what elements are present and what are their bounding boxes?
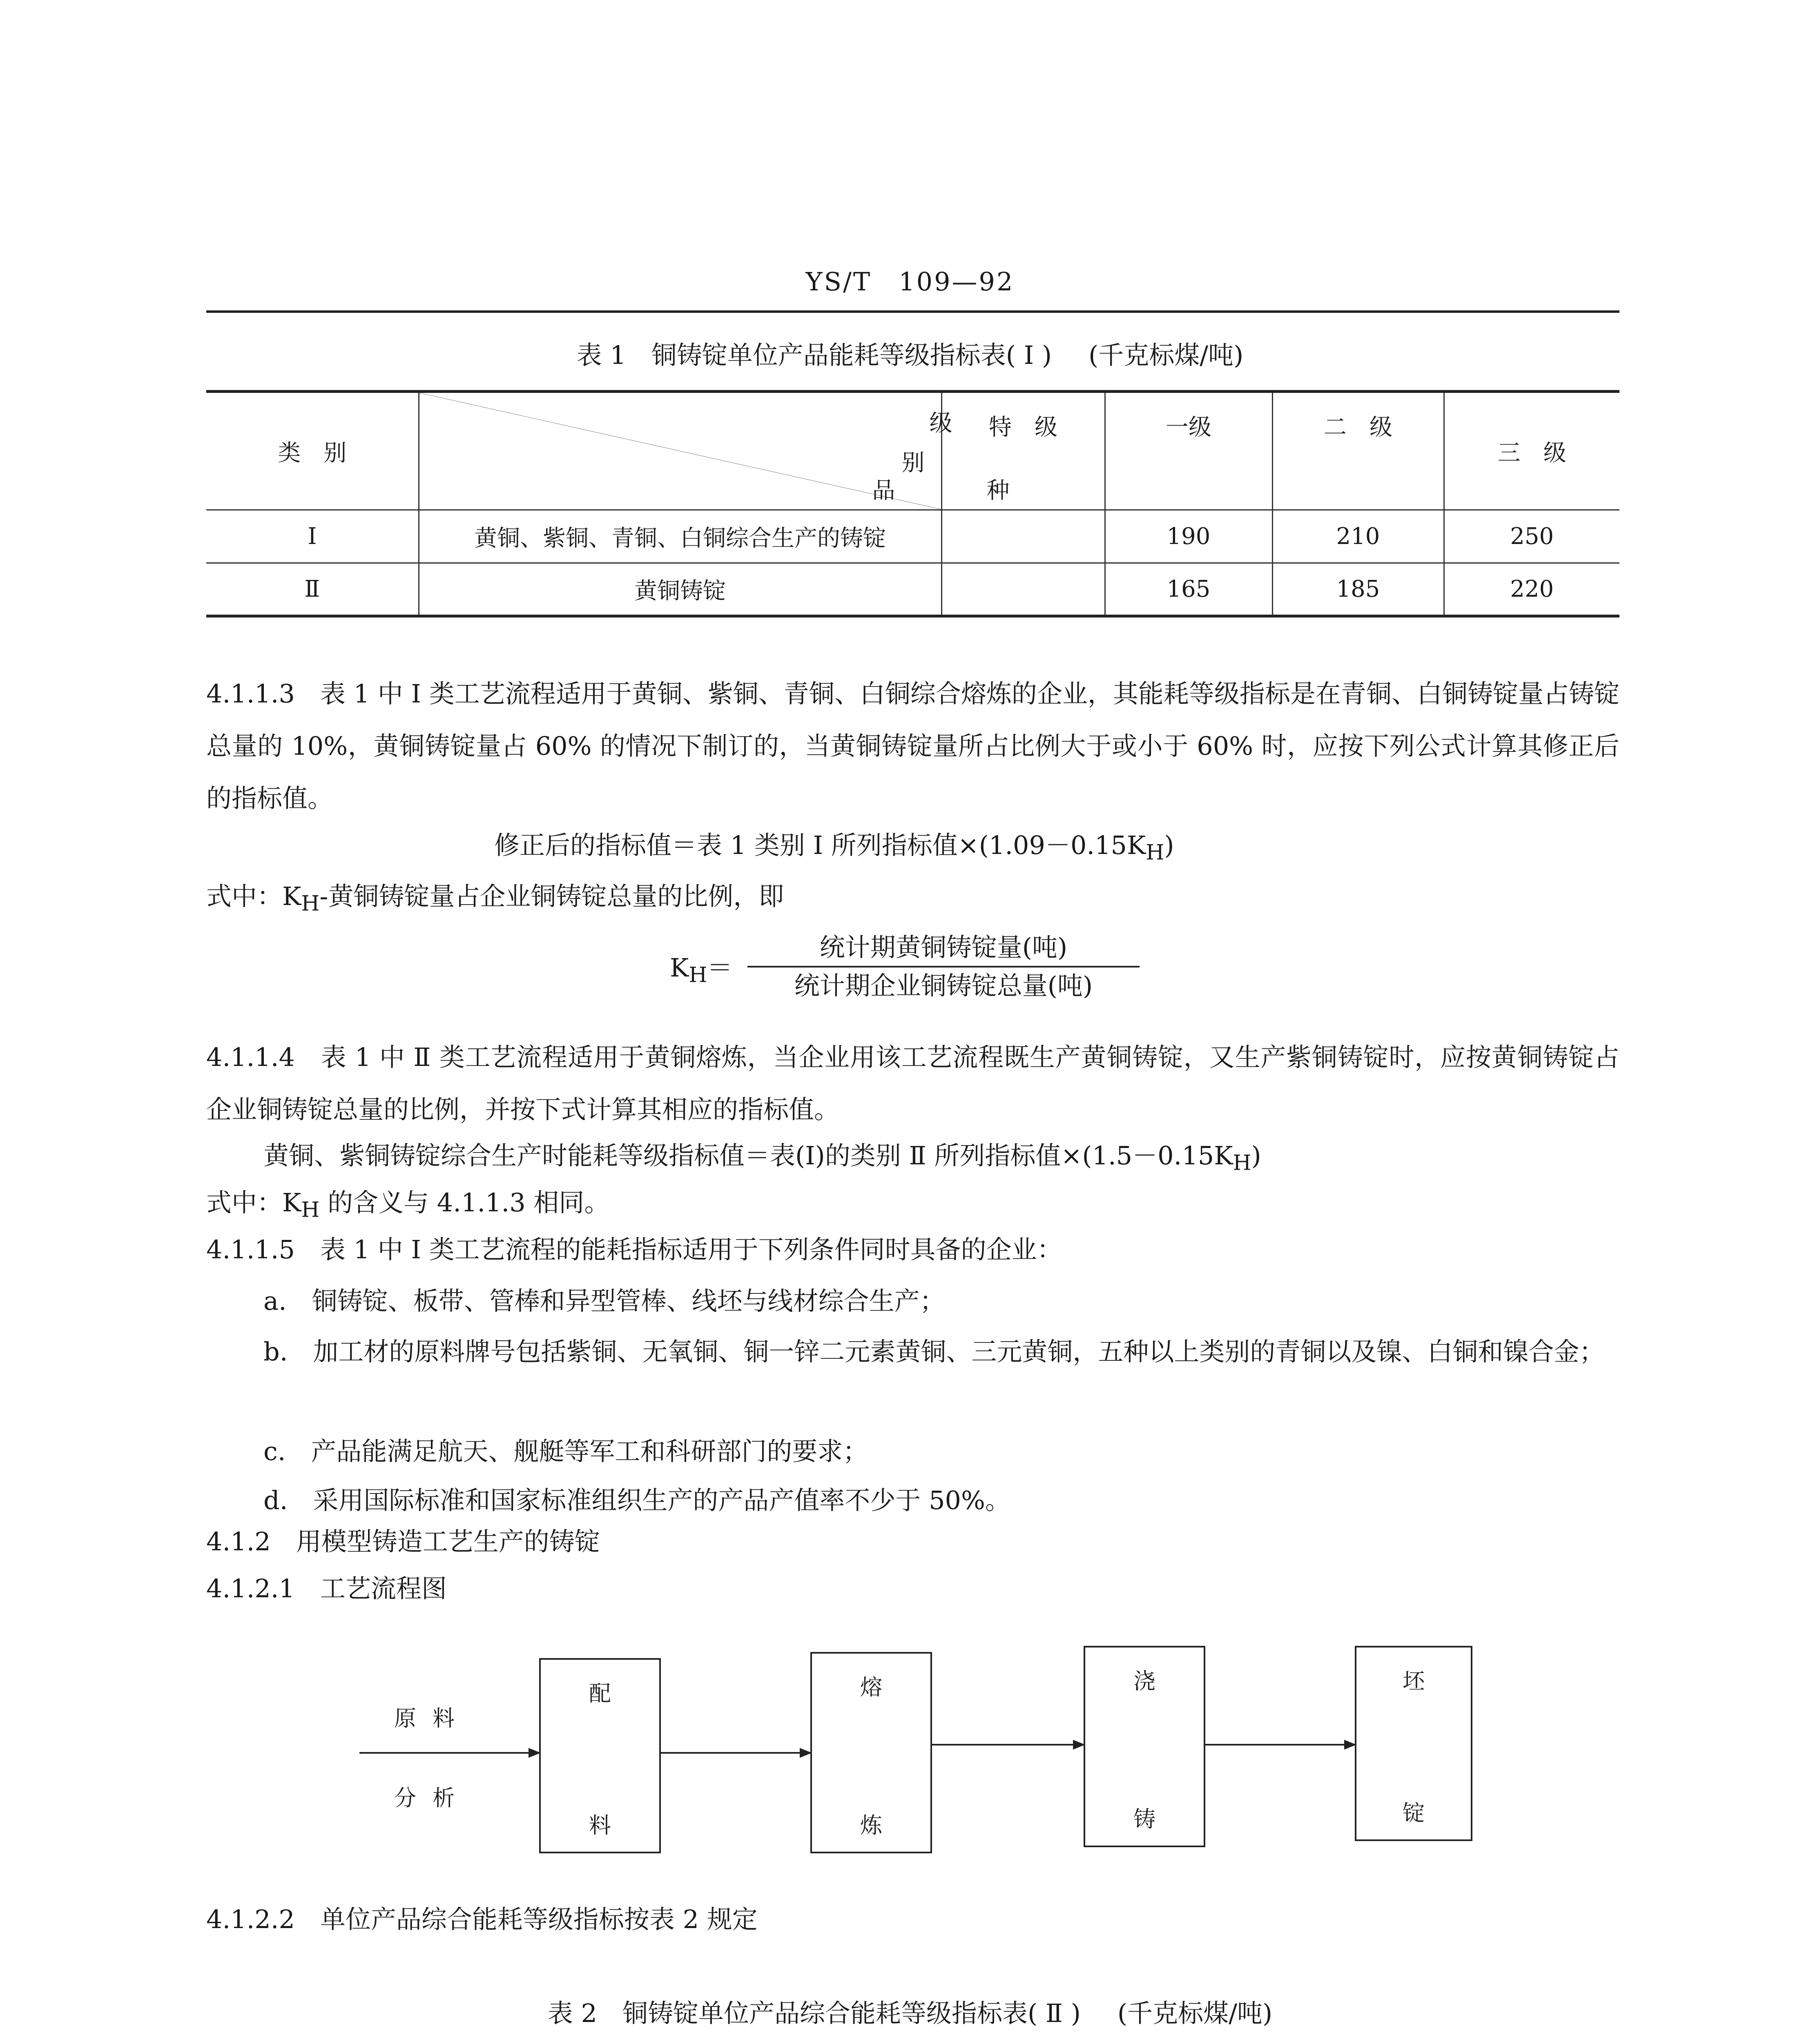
formula-1-end: ) [1164, 830, 1174, 860]
table1-r1-g3: 250 [1444, 510, 1619, 563]
table1-col-g1: 一级 [1105, 392, 1272, 510]
flow-box-2-top: 熔 [860, 1674, 882, 1700]
where-2 [206, 1182, 609, 1230]
kh-fraction [747, 929, 1140, 1004]
flow-box-2-bottom: 炼 [860, 1812, 882, 1838]
table1-diag-header [419, 392, 1010, 510]
flow-box-casting [1084, 1646, 1205, 1847]
flow-arrow-input [359, 1752, 539, 1754]
kh-eq: ＝ [707, 953, 733, 983]
where-2-sub: H [301, 1197, 320, 1222]
where-1-rest: -黄铜铸锭量占企业铜铸锭总量的比例，即 [319, 881, 784, 911]
table1-r1-special [941, 510, 1105, 563]
table1-title: 表 1 铜铸锭单位产品能耗等级指标表( Ⅰ ) [576, 340, 1052, 370]
list-b: b. 加工材的原料牌号包括紫铜、无氧铜、铜一锌二元素黄铜、三元黄铜，五种以上类别的青铜以及镍、白铜和镍合金； [263, 1337, 1605, 1367]
formula-2-sub: H [1233, 1150, 1251, 1175]
para-4-1-1-4: 4.1.1.4 表 1 中 Ⅱ 类工艺流程适用于黄铜熔炼，当企业用该工艺流程既生产黄铜铸锭，又生产紫铜铸锭时，应按黄铜铸锭占企业铜铸锭总量的比例，并按下式计算其相应的指标值。 [206, 1042, 1619, 1124]
table1-col-g3: 三 级 [1444, 392, 1619, 510]
kh-sub: H [689, 963, 707, 988]
table1-unit: (千克标煤/吨) [1088, 340, 1244, 370]
para-4-1-1-3: 4.1.1.3 表 1 中 Ⅰ 类工艺流程适用于黄铜、紫铜、青铜、白铜综合熔炼的企业，其能耗等级指标是在青铜、白铜铸锭量占铸锭总量的 10%，黄铜铸锭量占 60% 的情况下制订的，当黄铜铸锭量所占比例大于或小于 60% 时，应按下列公式计算其修正后的指标值。 [206, 679, 1619, 813]
table1-r1-product: 黄铜、紫铜、青铜、白铜综合生产的铸锭 [419, 510, 941, 563]
table1-caption [0, 335, 1820, 371]
flow-arrow-1 [659, 1752, 810, 1754]
header-rule [206, 310, 1619, 313]
formula-1 [494, 825, 1174, 873]
standard-code: YS/T 109—92 [805, 267, 1015, 296]
para-4-1-2-2: 4.1.2.2 单位产品综合能耗等级指标按表 2 规定 [206, 1904, 758, 1934]
table1-diag-top: 级 [929, 410, 952, 437]
table1-r2-g1: 165 [1105, 563, 1272, 616]
list-d: d. 采用国际标准和国家标准组织生产的产品产值率不少于 50%。 [263, 1485, 1010, 1515]
table1-r2-g3: 220 [1444, 563, 1619, 616]
table1-diag-right: 别 [901, 449, 925, 476]
table-row [206, 563, 1619, 616]
table1-col-g2: 二 级 [1272, 392, 1444, 510]
table1-r2-product: 黄铜铸锭 [419, 563, 941, 616]
kh-numerator: 统计期黄铜铸锭量(吨) [819, 932, 1068, 962]
formula-2-end: ) [1251, 1141, 1261, 1170]
flow-box-batching [539, 1658, 661, 1853]
table1-r2-special [941, 563, 1105, 616]
table2-caption [0, 1993, 1820, 2029]
kh-denominator: 统计期企业铜铸锭总量(吨) [747, 966, 1140, 1004]
list-a: a. 铜铸锭、板带、管棒和异型管棒、线坯与线材综合生产； [263, 1286, 945, 1316]
flow-box-1-bottom: 料 [589, 1812, 611, 1838]
formula-2-text: 黄铜、紫铜铸锭综合生产时能耗等级指标值＝表(Ⅰ)的类别 Ⅱ 所列指标值×(1.5－0.15K [263, 1141, 1233, 1170]
heading-4-1-2-1: 4.1.2.1 工艺流程图 [206, 1574, 447, 1603]
table1-col-special: 特 级 [941, 392, 1105, 510]
table2-title: 表 2 铜铸锭单位产品综合能耗等级指标表( Ⅱ ) [547, 1998, 1081, 2028]
flow-arrow-2 [930, 1744, 1084, 1746]
flow-input-top: 原料 [394, 1705, 471, 1731]
table1-r2-g2: 185 [1272, 563, 1444, 616]
where-2-rest: 的含义与 4.1.1.3 相同。 [319, 1188, 610, 1217]
flow-box-1-top: 配 [589, 1681, 611, 1706]
table2-unit: (千克标煤/吨) [1117, 1998, 1273, 2028]
table1 [206, 390, 1619, 618]
table1-col-category: 类 别 [206, 392, 419, 510]
flow-arrow-3 [1204, 1744, 1355, 1746]
formula-2 [263, 1135, 1261, 1183]
flow-box-4-bottom: 锭 [1403, 1800, 1425, 1826]
table1-r1-g1: 190 [1105, 510, 1272, 563]
where-1-text: 式中：K [206, 881, 301, 911]
para-4-1-1-5: 4.1.1.5 表 1 中 Ⅰ 类工艺流程的能耗指标适用于下列条件同时具备的企业： [206, 1235, 1062, 1264]
flow-box-4-top: 坯 [1403, 1668, 1425, 1694]
flow-input-bottom: 分析 [394, 1785, 471, 1811]
kh-label [670, 947, 732, 995]
kh-k: K [670, 953, 689, 983]
flow-box-3-bottom: 铸 [1133, 1806, 1155, 1832]
table-row [206, 510, 1619, 563]
list-c: c. 产品能满足航天、舰艇等军工和科研部门的要求； [263, 1436, 868, 1466]
table1-r2-category: Ⅱ [206, 563, 419, 616]
table1-header-row [206, 392, 1619, 510]
table1-r1-category: Ⅰ [206, 510, 419, 563]
formula-1-text: 修正后的指标值＝表 1 类别 Ⅰ 所列指标值×(1.09－0.15K [494, 830, 1146, 860]
table1-diag-bottom: 品 种 [872, 477, 1010, 504]
formula-1-sub: H [1146, 840, 1164, 865]
flow-box-ingot [1355, 1646, 1472, 1841]
heading-4-1-2: 4.1.2 用模型铸造工艺生产的铸锭 [206, 1527, 600, 1556]
where-1 [206, 876, 784, 924]
where-1-sub: H [301, 891, 320, 916]
flow-box-3-top: 浇 [1133, 1668, 1155, 1694]
where-2-text: 式中：K [206, 1188, 301, 1217]
table1-r1-g2: 210 [1272, 510, 1444, 563]
flow-box-melting [810, 1652, 932, 1853]
